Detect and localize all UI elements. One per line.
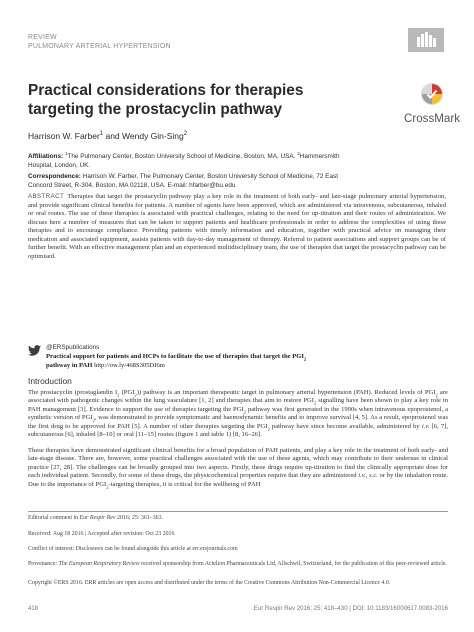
correspondence-line-1: Harrison W. Farber, The Pulmonary Center, Boston University School of Medicine, 72 East <box>82 173 338 180</box>
correspondence <box>28 172 448 190</box>
p1-sub-2: 2 <box>134 392 137 398</box>
p1-i: [6, 7], subcutaneous [6], inhaled [8–10] or oral [11–15] routes (figure 1 and table 1) [8, 16–26]. <box>28 422 448 439</box>
provenance-b: received sponsorship from Actelion Pharmaceuticals Ltd, Allschwil, Switzerland, for the publication of this peer-reviewed article. <box>139 561 447 567</box>
title-line-2: targeting the prostacyclin pathway <box>28 101 282 118</box>
author-1-affiliation: 1 <box>99 131 104 138</box>
p2-sub: 2 <box>106 484 109 490</box>
article-section-header <box>28 33 171 51</box>
crossmark-label: CrossMark <box>403 112 461 125</box>
copyright: Copyright ©ERS 2016. ERR articles are open access and distributed under the terms of the Creative Commons Attribution Non-Commercial Licence 4.0. <box>28 580 391 586</box>
p1-a: The prostacyclin (prostaglandin I <box>28 389 118 396</box>
editorial-b: 2016; 25: 361–363. <box>115 515 163 521</box>
affiliation-text-1: The Pulmonary Center, Boston University School of Medicine, Boston, MA, USA. <box>67 153 298 160</box>
tweet-link[interactable]: http://ow.ly/468S305DI6m <box>94 361 165 369</box>
twitter-bird-icon <box>28 345 41 356</box>
intro-paragraph-2 <box>28 447 448 489</box>
abstract <box>28 193 446 261</box>
p2-iv: i.v. <box>358 472 366 480</box>
author-list <box>28 131 187 141</box>
p1-f: pathway was first generated in the 1990s when intravenous epoprostenol, a synthetic version of PGI <box>28 405 448 422</box>
abstract-label: ABSTRACT <box>28 193 65 200</box>
tweet-text-a: Practical support for patients and HCPs to facilitate the use of therapies that target the PGI <box>46 353 304 360</box>
crossmark-badge[interactable] <box>402 82 462 125</box>
introduction-heading: Introduction <box>28 376 72 386</box>
affiliation-text-2: Hammersmith <box>299 153 340 160</box>
correspondence-label: Correspondence: <box>28 173 81 180</box>
p1-sub-6: 2 <box>92 417 95 423</box>
editorial-journal: Eur Respir Rev <box>79 515 116 521</box>
provenance-journal: The European Respiratory Review <box>58 561 140 567</box>
editorial-a: Editorial comment in <box>28 515 80 521</box>
article-title <box>28 81 388 119</box>
footnote-divider <box>28 511 448 512</box>
tweet-handle: @ERSpublications <box>46 344 100 351</box>
provenance <box>28 561 448 569</box>
section-label: REVIEW <box>28 34 57 41</box>
p2-a: These therapies have demonstrated significant clinical benefits for a broad population of PAH patients, and play a key role in the treatment of both early- and late-stage disease. There are, however, some practical challenges associated with the use of these agents, which may contribute to their underuse in clinical practice [27, 28]. The challenges can be broadly grouped into two aspects. Firstly, these drugs require up-titration to find the clinically appropriate dose for each individual patient. Secondly, for some of these drugs, the physicochemical properties require that they are administered <box>28 447 448 480</box>
title-line-1: Practical considerations for therapies <box>28 82 304 99</box>
ers-logo <box>408 28 444 52</box>
correspondence-line-2: Concord Street, R-304, Boston, MA 02118, USA. E-mail: hfarber@bu.edu <box>28 182 236 189</box>
p1-sub-4: 2 <box>313 400 317 406</box>
tweet-text-b: pathway in PAH <box>46 361 93 369</box>
p1-c: )) pathway is an important therapeutic target in pulmonary arterial hypertension (PAH). Reduced levels of PGI <box>136 389 436 396</box>
tweet-text <box>46 353 446 370</box>
p1-g: , was demonstrated to provide symptomatic and haemodynamic benefits and to improve survival [4, 5]. As a result, epoprostenol was the first drug to be approved for PAH [5]. A number of other therapies targeting the PGI <box>28 414 449 430</box>
p1-sub-5: 2 <box>243 409 246 415</box>
tweet-sub: 2 <box>303 356 307 362</box>
author-1: Harrison W. Farber <box>28 131 100 141</box>
received-dates: Received: Aug 18 2016 | Accepted after revision: Oct 23 2016 <box>28 531 175 537</box>
affiliations <box>28 152 448 170</box>
p1-b: (PGI <box>119 389 135 396</box>
editorial-comment <box>28 515 448 523</box>
affiliation-sup-2: 2 <box>297 150 300 156</box>
p1-sub-3: 2 <box>435 392 438 398</box>
intro-paragraph-1 <box>28 389 448 440</box>
page-number: 418 <box>28 605 39 612</box>
footer-citation: Eur Respir Rev 2016; 25: 418–430 | DOI: 10.1183/16000617.0083-2016 <box>253 605 448 612</box>
p1-sub-1: 2 <box>117 392 120 398</box>
p2-sc: s.c. <box>369 472 378 480</box>
ers-logo-icon <box>408 28 444 52</box>
conflict-of-interest: Conflict of interest: Disclosures can be found alongside this article at err.ersjournals.com <box>28 546 238 552</box>
author-2: Wendy Gin-Sing <box>122 131 184 141</box>
p1-sub-7: 2 <box>267 426 270 432</box>
p1-iv: i.v. <box>421 422 430 430</box>
abstract-text: Therapies that target the prostacyclin pathway play a key role in the treatment of both early- and late-stage pulmonary arterial hypertension, and provide significant clinical benefits for patients. A number of agents have been approved, which are administered via intravenous, subcutaneous, inhaled or oral routes. The use of these therapies is associated with practical challenges, relating to the need for up-titration and their routes of administration. We discuss here a number of measures that can be taken to support patients and healthcare professionals in order to address the complexities of using these therapies and to encourage compliance. Providing patients with timely information and education, together with practical advice on managing their medication and associated equipment, assists patients with day-to-day management of therapy. Referral to patient associations and support groups can be of further benefit. With an effective management plan and an experienced multidisciplinary team, the use of therapies that target the prostacyclin pathway can be optimised. <box>28 193 446 260</box>
affiliation-sup-1: 1 <box>64 150 68 156</box>
p1-d: are associated with pathogenic changes within the lung vasculature [1, 2] and therapies that aim to restore PGI <box>28 389 448 405</box>
author-2-affiliation: 2 <box>183 131 188 138</box>
p1-h: pathway have since become available, administered by <box>269 422 422 430</box>
affiliation-line-2: Hospital, London, UK. <box>28 162 91 169</box>
p2-c: or by the inhalation route. Due to the importance of PGI <box>28 472 449 488</box>
p1-e: signalling have been shown to play a key role in PAH management [3]. Evidence to support the use of therapies targeting the PGI <box>28 397 448 413</box>
crossmark-icon <box>420 82 444 106</box>
p2-b: , <box>365 472 370 480</box>
subsection-label: PULMONARY ARTERIAL HYPERTENSION <box>28 43 171 50</box>
affiliations-label: Affiliations: <box>28 153 64 160</box>
provenance-a: Provenance: <box>28 561 59 567</box>
p2-d: -targeting therapies, it is critical for the wellbeing of PAH <box>108 480 261 488</box>
author-conjunction: and <box>103 131 123 141</box>
